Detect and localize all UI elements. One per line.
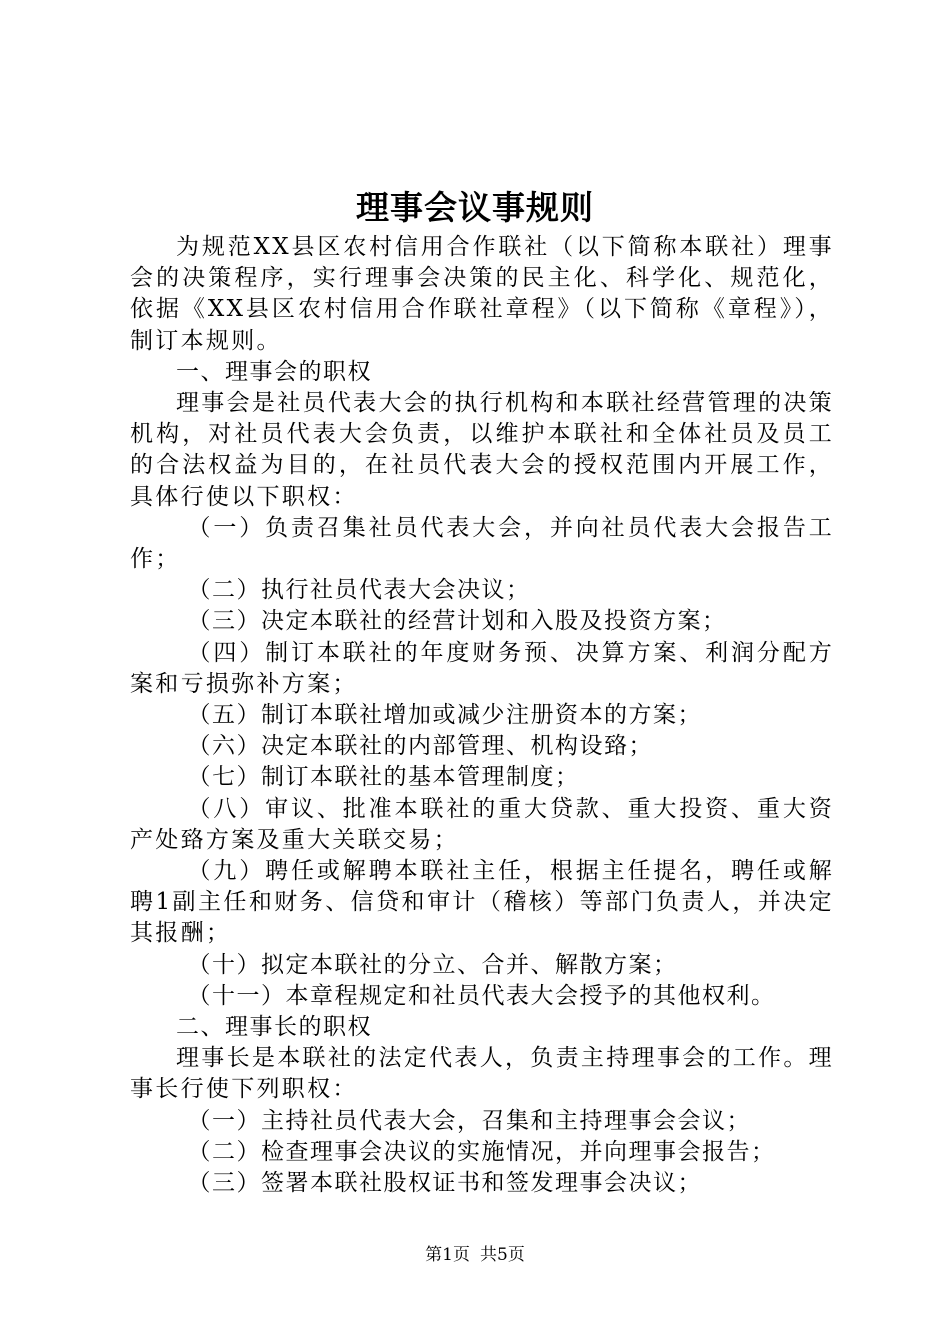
page-number: 第1页 [425, 1245, 470, 1265]
page-total: 共5页 [480, 1245, 525, 1265]
list-item: （九）聘任或解聘本联社主任，根据主任提名，聘任或解聘1副主任和财务、信贷和审计（稽核）等部门负责人，并决定其报酬； [130, 858, 834, 947]
page-footer [0, 1243, 950, 1267]
list-item: （三）决定本联社的经营计划和入股及投资方案； [187, 608, 727, 635]
list-item: （四）制订本联社的年度财务预、决算方案、利润分配方案和亏损弥补方案； [130, 639, 834, 697]
list-item: （一）主持社员代表大会，召集和主持理事会会议； [187, 1107, 751, 1134]
paragraph-intro: 为规范XX县区农村信用合作联社（以下简称本联社）理事会的决策程序，实行理事会决策的民主化、科学化、规范化，依据《XX县区农村信用合作联社章程》（以下简称《章程》），制订本规则。 [130, 234, 834, 354]
list-item: （二）执行社员代表大会决议； [187, 577, 531, 604]
list-item: （十一）本章程规定和社员代表大会授予的其他权利。 [187, 982, 776, 1009]
document-body [130, 232, 834, 1199]
list-item: （十）拟定本联社的分立、合并、解散方案； [187, 951, 678, 978]
list-item: （五）制订本联社增加或减少注册资本的方案； [187, 702, 702, 729]
list-item: （三）签署本联社股权证书和签发理事会决议； [187, 1170, 702, 1197]
list-item: （七）制订本联社的基本管理制度； [187, 764, 580, 791]
section-heading-2: 二、理事长的职权 [176, 1014, 372, 1041]
paragraph-council-duties: 理事会是社员代表大会的执行机构和本联社经营管理的决策机构，对社员代表大会负责，以维护本联社和全体社员及员工的合法权益为目的，在社员代表大会的授权范围内开展工作，具体行使以下职权： [130, 390, 834, 510]
paragraph-chairman-duties: 理事长是本联社的法定代表人，负责主持理事会的工作。理事长行使下列职权： [130, 1045, 834, 1103]
section-heading-1: 一、理事会的职权 [176, 358, 372, 385]
list-item: （八）审议、批准本联社的重大贷款、重大投资、重大资产处臵方案及重大关联交易； [130, 795, 834, 853]
list-item: （六）决定本联社的内部管理、机构设臵； [187, 733, 653, 760]
list-item: （二）检查理事会决议的实施情况，并向理事会报告； [187, 1138, 776, 1165]
document-title: 理事会议事规则 [356, 188, 594, 227]
list-item: （一）负责召集社员代表大会，并向社员代表大会报告工作； [130, 514, 834, 573]
